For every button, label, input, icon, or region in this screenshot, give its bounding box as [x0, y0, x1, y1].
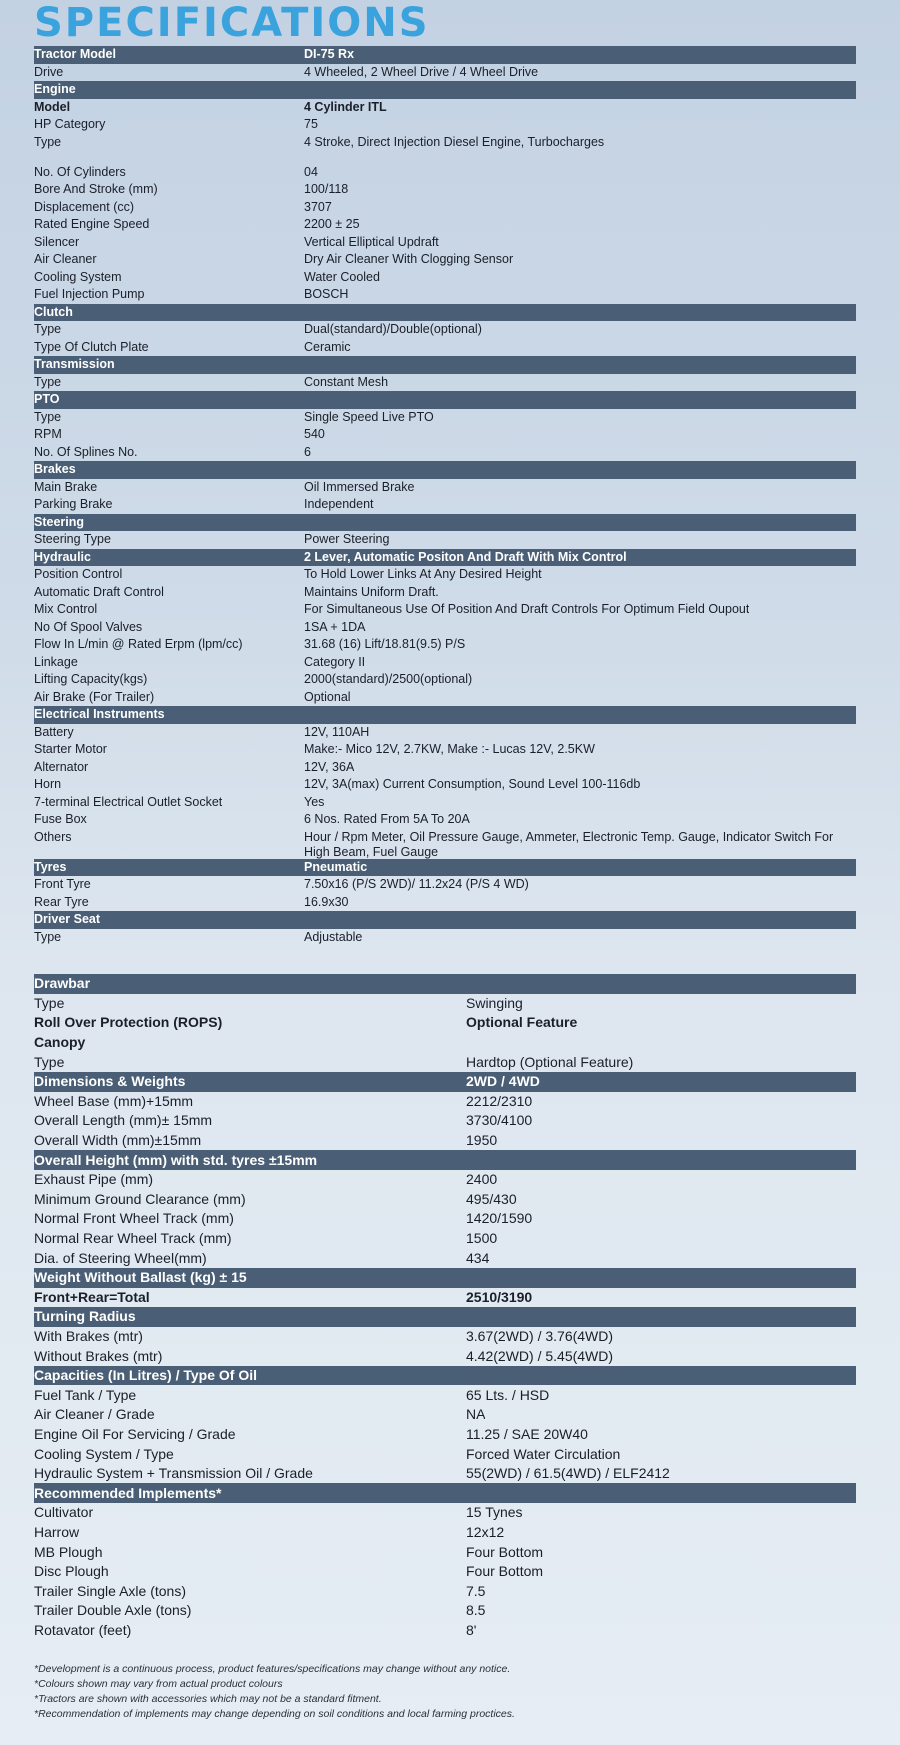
spec-row — [34, 1464, 856, 1484]
spec-value: 495/430 — [466, 1190, 517, 1207]
spec-value: Single Speed Live PTO — [304, 409, 434, 424]
spec-label: Rotavator (feet) — [34, 1621, 132, 1638]
spec-value: 6 Nos. Rated From 5A To 20A — [304, 812, 470, 827]
spec-value: Dual(standard)/Double(optional) — [304, 322, 482, 337]
spec-label: Cooling System / Type — [34, 1445, 174, 1462]
spec-label: Parking Brake — [34, 497, 113, 512]
spec-label: Type — [34, 322, 62, 337]
spec-value: Independent — [304, 497, 374, 512]
spec-row — [34, 994, 856, 1014]
spec-row — [34, 181, 856, 199]
spec-label: Alternator — [34, 759, 89, 774]
spec-value: Four Bottom — [466, 1563, 544, 1580]
spec-row — [34, 286, 856, 304]
spec-label: With Brakes (mtr) — [34, 1327, 143, 1344]
spec-label: Wheel Base (mm)+15mm — [34, 1092, 194, 1109]
spec-row — [34, 654, 856, 672]
section-title: PTO — [34, 392, 60, 407]
spec-row — [34, 1013, 856, 1033]
spec-row — [34, 1562, 856, 1582]
spec-label: Type — [34, 134, 62, 149]
spec-row — [34, 1209, 856, 1229]
footnote: *Tractors are shown with accessories which may not be a standard fitment. — [34, 1693, 382, 1705]
spec-label: Starter Motor — [34, 742, 107, 757]
spec-row — [34, 1170, 856, 1190]
spec-row — [34, 216, 856, 234]
spec-row — [34, 1444, 856, 1464]
spec-label: Rear Tyre — [34, 894, 89, 909]
spec-label: Without Brakes (mtr) — [34, 1347, 163, 1364]
spec-row — [34, 1621, 856, 1641]
spec-row — [34, 759, 856, 777]
spec-row — [34, 689, 856, 707]
specs-table-bottom — [34, 974, 856, 1640]
spec-row — [34, 1131, 856, 1151]
section-title: Tractor Model — [34, 47, 116, 62]
spec-value: 4 Stroke, Direct Injection Diesel Engine, Turbocharges — [304, 134, 605, 149]
spec-row — [34, 636, 856, 654]
section-header — [34, 549, 856, 567]
spec-label: Harrow — [34, 1523, 80, 1540]
section-header — [34, 1307, 856, 1327]
section-title: Electrical Instruments — [34, 707, 165, 722]
spec-value: 6 — [304, 444, 311, 459]
spec-row — [34, 894, 856, 912]
spec-value: Swinging — [466, 994, 523, 1011]
spec-label: Bore And Stroke (mm) — [34, 182, 158, 197]
section-title: Steering — [34, 514, 85, 529]
spec-label: Engine Oil For Servicing / Grade — [34, 1425, 236, 1442]
section-title: Overall Height (mm) with std. tyres ±15mm — [34, 1151, 318, 1168]
section-title: Engine — [34, 82, 76, 97]
spec-label: Horn — [34, 777, 62, 792]
spec-value: 3730/4100 — [466, 1112, 533, 1129]
spec-label: Type — [34, 1053, 65, 1070]
spec-label: Main Brake — [34, 479, 98, 494]
spec-value: 4 Wheeled, 2 Wheel Drive / 4 Wheel Drive — [304, 64, 539, 79]
spec-value: Water Cooled — [304, 269, 380, 284]
spec-value: Adjustable — [304, 929, 363, 944]
section-header — [34, 1483, 856, 1503]
spec-label: Type — [34, 929, 62, 944]
footnotes — [34, 1662, 864, 1722]
spec-label: Fuse Box — [34, 812, 87, 827]
section-header — [34, 706, 856, 724]
spec-row — [34, 531, 856, 549]
section-title: Driver Seat — [34, 912, 101, 927]
section-title: Turning Radius — [34, 1308, 136, 1325]
spec-row — [34, 794, 856, 812]
spec-value: 2WD / 4WD — [466, 1073, 540, 1090]
spec-label: Automatic Draft Control — [34, 584, 164, 599]
spec-value: Optional Feature — [466, 1014, 578, 1031]
spec-value: 2200 ± 25 — [304, 217, 360, 232]
spec-value: 2400 — [466, 1171, 498, 1188]
spec-label: Disc Plough — [34, 1563, 109, 1580]
spec-value: Forced Water Circulation — [466, 1445, 621, 1462]
section-title: Dimensions & Weights — [34, 1073, 186, 1090]
section-title: Capacities (In Litres) / Type Of Oil — [34, 1367, 258, 1384]
spec-label: 7-terminal Electrical Outlet Socket — [34, 794, 223, 809]
spec-label: Exhaust Pipe (mm) — [34, 1171, 154, 1188]
spec-value: Pneumatic — [304, 859, 368, 874]
section-header — [34, 391, 856, 409]
spec-row — [34, 671, 856, 689]
spec-label: Type Of Clutch Plate — [34, 339, 149, 354]
spec-row — [34, 1229, 856, 1249]
spec-value: 31.68 (16) Lift/18.81(9.5) P/S — [304, 637, 466, 652]
spec-row — [34, 444, 856, 462]
spec-label: Type — [34, 374, 62, 389]
spec-row — [34, 99, 856, 117]
spec-label: Flow In L/min @ Rated Erpm (lpm/cc) — [34, 637, 243, 652]
section-title: Clutch — [34, 304, 73, 319]
spec-row — [34, 1542, 856, 1562]
spec-value: Yes — [304, 794, 325, 809]
spec-label: Overall Width (mm)±15mm — [34, 1132, 202, 1149]
spec-row — [34, 1385, 856, 1405]
section-header — [34, 1268, 856, 1288]
spec-value: To Hold Lower Links At Any Desired Height — [304, 567, 542, 582]
spec-value: For Simultaneous Use Of Position And Draft Controls For Optimum Field Oupout — [304, 602, 750, 617]
spec-row — [34, 1523, 856, 1543]
spec-value: 15 Tynes — [466, 1504, 523, 1521]
spec-value: 75 — [304, 117, 318, 132]
spec-label: Model — [34, 99, 71, 114]
spec-row — [34, 1405, 856, 1425]
spec-label: Canopy — [34, 1034, 86, 1051]
section-title: Brakes — [34, 462, 76, 477]
spec-value: BOSCH — [304, 287, 349, 302]
spec-row — [34, 1190, 856, 1210]
spec-row — [34, 811, 856, 829]
spec-value: 4 Cylinder ITL — [304, 99, 387, 114]
spec-row — [34, 1581, 856, 1601]
spec-label: Fuel Tank / Type — [34, 1386, 137, 1403]
spec-row — [34, 374, 856, 392]
spec-label: No. Of Cylinders — [34, 164, 126, 179]
spec-label: Others — [34, 829, 72, 844]
spec-value: 2212/2310 — [466, 1092, 533, 1109]
spec-row — [34, 1033, 856, 1053]
spec-value: 2000(standard)/2500(optional) — [304, 672, 473, 687]
spec-label: Overall Length (mm)± 15mm — [34, 1112, 213, 1129]
spec-label: Type — [34, 409, 62, 424]
spec-row — [34, 566, 856, 584]
spec-label: No. Of Splines No. — [34, 444, 138, 459]
spec-row — [34, 876, 856, 894]
spec-value: Power Steering — [304, 532, 390, 547]
spec-value: 434 — [466, 1249, 490, 1266]
spec-row — [34, 496, 856, 514]
spec-value: Hardtop (Optional Feature) — [466, 1053, 634, 1070]
spec-value: 12x12 — [466, 1523, 505, 1540]
spec-label: Cooling System — [34, 269, 122, 284]
spec-row — [34, 776, 856, 794]
spec-value: 4.42(2WD) / 5.45(4WD) — [466, 1347, 614, 1364]
spec-label: Cultivator — [34, 1504, 94, 1521]
spec-row — [34, 929, 856, 947]
spec-label: Minimum Ground Clearance (mm) — [34, 1190, 246, 1207]
spec-row — [34, 1288, 856, 1308]
section-header — [34, 1366, 856, 1386]
spec-value: 2 Lever, Automatic Positon And Draft With Mix Control — [304, 549, 627, 564]
section-title: Recommended Implements* — [34, 1484, 222, 1501]
spec-row — [34, 1052, 856, 1072]
spec-label: Rated Engine Speed — [34, 217, 150, 232]
spec-row — [34, 584, 856, 602]
spec-value: Dry Air Cleaner With Clogging Sensor — [304, 252, 514, 267]
spec-value: NA — [466, 1406, 486, 1423]
spec-label: Air Brake (For Trailer) — [34, 689, 155, 704]
spec-value: Maintains Uniform Draft. — [304, 584, 439, 599]
spec-label: Battery — [34, 724, 74, 739]
spec-label: Linkage — [34, 654, 78, 669]
spec-row — [34, 234, 856, 252]
spec-row — [34, 339, 856, 357]
footnote: *Colours shown may vary from actual product colours — [34, 1678, 283, 1690]
spec-row — [34, 116, 856, 134]
spec-row — [34, 199, 856, 217]
spec-label: Air Cleaner — [34, 252, 97, 267]
spec-row — [34, 829, 856, 859]
spec-row — [34, 1601, 856, 1621]
spec-label: Lifting Capacity(kgs) — [34, 672, 148, 687]
spec-label: Drive — [34, 64, 64, 79]
spec-value: Category II — [304, 654, 366, 669]
spec-row — [34, 251, 856, 269]
spec-label: Steering Type — [34, 532, 111, 547]
spec-value: Optional — [304, 689, 351, 704]
section-header — [34, 514, 856, 532]
spec-label: Normal Rear Wheel Track (mm) — [34, 1230, 232, 1247]
spec-row — [34, 321, 856, 339]
spec-value: 100/118 — [304, 182, 349, 197]
spec-value: 11.25 / SAE 20W40 — [466, 1425, 588, 1442]
spec-value: 540 — [304, 427, 325, 442]
section-header — [34, 81, 856, 99]
spec-label: Hydraulic System + Transmission Oil / Grade — [34, 1465, 313, 1482]
spec-row — [34, 426, 856, 444]
spec-value: Oil Immersed Brake — [304, 479, 415, 494]
spec-label: Type — [34, 994, 65, 1011]
spec-value: 8' — [466, 1621, 477, 1638]
spec-value: 16.9x30 — [304, 894, 349, 909]
spec-label: MB Plough — [34, 1543, 103, 1560]
spec-label: RPM — [34, 427, 62, 442]
spec-value: Four Bottom — [466, 1543, 544, 1560]
section-header — [34, 46, 856, 64]
section-title: Hydraulic — [34, 549, 91, 564]
spec-label: Displacement (cc) — [34, 199, 135, 214]
spec-value: 12V, 36A — [304, 759, 355, 774]
section-header — [34, 1072, 856, 1092]
spec-row — [34, 164, 856, 182]
spec-row — [34, 1248, 856, 1268]
section-header — [34, 1150, 856, 1170]
spec-label: HP Category — [34, 117, 106, 132]
spec-label: Fuel Injection Pump — [34, 287, 145, 302]
page-title: SPECIFICATIONS — [34, 0, 430, 46]
section-header — [34, 356, 856, 374]
spec-row — [34, 1111, 856, 1131]
spec-value: 1500 — [466, 1230, 498, 1247]
spec-value: Vertical Elliptical Updraft — [304, 234, 439, 249]
spec-value: 04 — [304, 164, 318, 179]
spec-row — [34, 409, 856, 427]
footnote: *Development is a continuous process, product features/specifications may change without any notice. — [34, 1663, 511, 1675]
section-title: Tyres — [34, 859, 67, 874]
spec-row — [34, 619, 856, 637]
spec-row — [34, 1346, 856, 1366]
spec-value: DI-75 Rx — [304, 47, 355, 62]
spec-row — [34, 1425, 856, 1445]
spec-value: 3.67(2WD) / 3.76(4WD) — [466, 1327, 614, 1344]
spec-row — [34, 724, 856, 742]
footnote: *Recommendation of implements may change depending on soil conditions and local farming proctices. — [34, 1708, 515, 1720]
section-header — [34, 859, 856, 877]
section-header — [34, 911, 856, 929]
section-title: Drawbar — [34, 975, 91, 992]
spec-label: Dia. of Steering Wheel(mm) — [34, 1249, 207, 1266]
spec-value: 55(2WD) / 61.5(4WD) / ELF2412 — [466, 1465, 670, 1482]
spec-row — [34, 1503, 856, 1523]
spec-value: 7.5 — [466, 1582, 486, 1599]
section-header — [34, 974, 856, 994]
spec-value: 3707 — [304, 199, 332, 214]
spec-value: Ceramic — [304, 339, 351, 354]
section-header — [34, 461, 856, 479]
section-header — [34, 304, 856, 322]
spec-value: 12V, 3A(max) Current Consumption, Sound Level 100-116db — [304, 777, 641, 792]
spec-label: Trailer Double Axle (tons) — [34, 1602, 192, 1619]
spec-label: Position Control — [34, 567, 123, 582]
spec-value: 12V, 110AH — [304, 724, 370, 739]
spec-label: Front Tyre — [34, 877, 91, 892]
spec-value: 1950 — [466, 1132, 498, 1149]
spec-label: Normal Front Wheel Track (mm) — [34, 1210, 234, 1227]
spec-value: 1420/1590 — [466, 1210, 533, 1227]
spec-value: 65 Lts. / HSD — [466, 1386, 550, 1403]
spec-row — [34, 741, 856, 759]
spec-row — [34, 64, 856, 82]
spec-row — [34, 1327, 856, 1347]
spec-value: Make:- Mico 12V, 2.7KW, Make :- Lucas 12V, 2.5KW — [304, 742, 595, 757]
spec-value: 8.5 — [466, 1602, 486, 1619]
spec-value: Constant Mesh — [304, 374, 389, 389]
spec-label: Trailer Single Axle (tons) — [34, 1582, 186, 1599]
spec-row — [34, 134, 856, 164]
section-title: Weight Without Ballast (kg) ± 15 — [34, 1269, 247, 1286]
spec-value: 7.50x16 (P/S 2WD)/ 11.2x24 (P/S 4 WD) — [304, 877, 529, 892]
section-title: Transmission — [34, 357, 115, 372]
spec-row — [34, 479, 856, 497]
spec-label: Silencer — [34, 234, 80, 249]
spec-row — [34, 269, 856, 287]
spec-row — [34, 1092, 856, 1112]
spec-value: Hour / Rpm Meter, Oil Pressure Gauge, Ammeter, Electronic Temp. Gauge, Indicator Switch For High Beam, Fuel Gauge — [304, 829, 834, 859]
spec-value: 1SA + 1DA — [304, 619, 366, 634]
spec-label: Front+Rear=Total — [34, 1288, 150, 1305]
spec-label: Air Cleaner / Grade — [34, 1406, 155, 1423]
spec-label: Roll Over Protection (ROPS) — [34, 1014, 223, 1031]
spec-row — [34, 601, 856, 619]
specs-table-top — [34, 46, 856, 946]
spec-label: Mix Control — [34, 602, 98, 617]
spec-value: 2510/3190 — [466, 1288, 533, 1305]
spec-label: No Of Spool Valves — [34, 619, 143, 634]
